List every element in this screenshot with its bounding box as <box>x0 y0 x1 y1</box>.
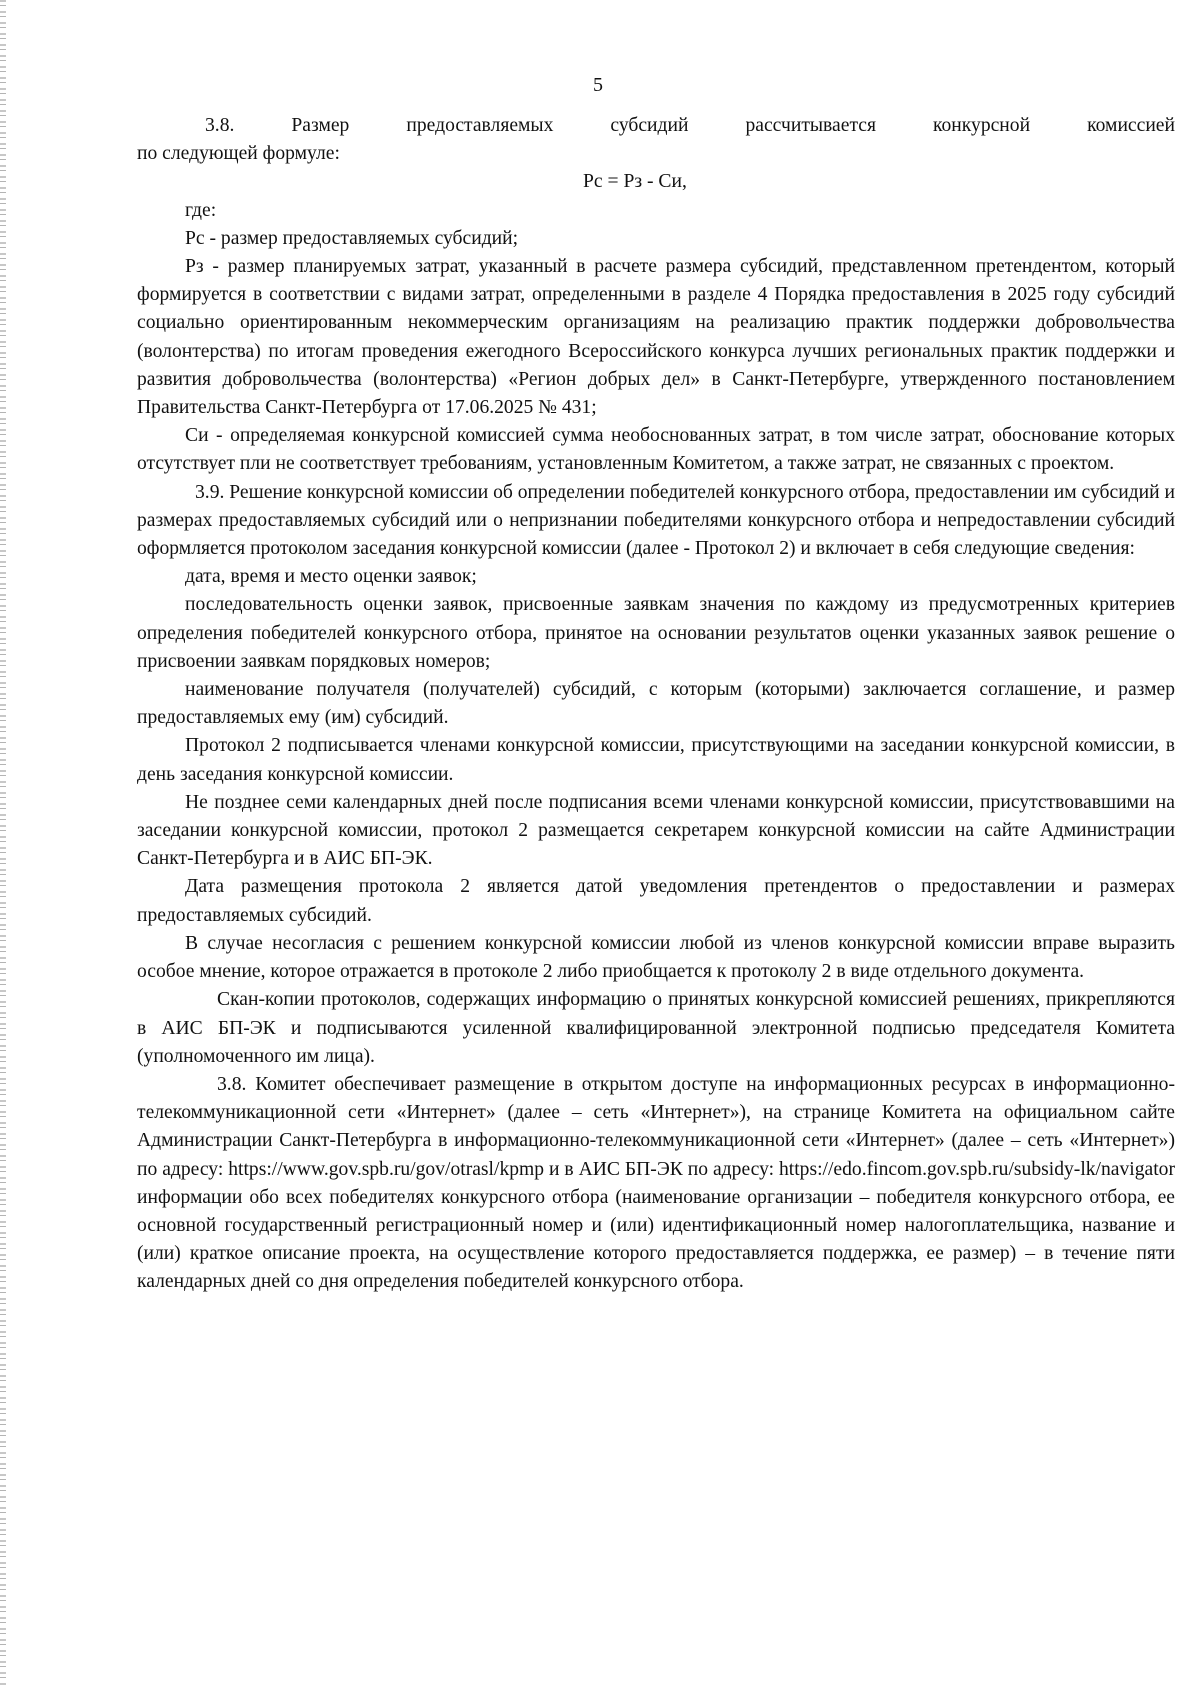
formula: Рс = Рз - Си, <box>583 171 687 193</box>
where-label: где: <box>185 199 217 221</box>
list-item-sequence: последовательность оценки заявок, присвоенные заявкам значения по каждому из предусмотренных критериев определения победителей конкурсного отбора, принятое на основании результатов оценки указанных заявок решение о присвоении заявкам порядковых номеров; <box>137 594 1175 672</box>
list-item-recipient: наименование получателя (получателей) субсидий, с которым (которыми) заключается соглашение, и размер предоставляемых ему (им) субсидий. <box>137 679 1175 729</box>
rc-definition: Рс - размер предоставляемых субсидий; <box>185 227 519 249</box>
scan-copies: Скан-копии протоколов, содержащих информацию о принятых конкурсной комиссией решениях, прикрепляются в АИС БП-ЭК и подписываются усиленной квалифицированной электронной подписью председателя Комитета (уполномоченного им лица). <box>137 989 1175 1067</box>
scan-edge-artifact <box>0 0 6 1685</box>
si-definition: Си - определяемая конкурсной комиссией сумма необоснованных затрат, в том числе затрат, обоснование которых отсутствует пли не соответствует требованиям, установленным Комитетом, а также затрат, не связанных с проектом. <box>137 425 1175 475</box>
paragraph-3-8-publication: 3.8. Комитет обеспечивает размещение в открытом доступе на информационных ресурсах в информационно-телекоммуникационной сети «Интернет» (далее – сеть «Интернет»), на странице Комитета на официальном сайте Администрации Санкт-Петербурга в информационно-телекоммуникационной сети «Интернет» (далее – сеть «Интернет») по адресу: https://www.gov.spb.ru/gov/otrasl/kpmp и в АИС БП-ЭК по адресу: https://edo.fincom.gov.spb.ru/subsidy-lk/navigator информации обо всех победителях конкурсного отбора (наименование организации – победителя конкурсного отбора, ее основной государственный регистрационный номер и (или) идентификационный номер налогоплательщика, название и (или) краткое описание проекта, на осуществление которого предоставляется поддержка, ее размер) – в течение пяти календарных дней со дня определения победителей конкурсного отбора. <box>137 1073 1175 1293</box>
paragraph-3-8-line2: по следующей формуле: <box>137 143 340 165</box>
rz-definition: Рз - размер планируемых затрат, указанный в расчете размера субсидий, представленном претендентом, который формируется в соответствии с видами затрат, определенными в разделе 4 Порядка предоставления в 2025 году субсидий социально ориентированным некоммерческим организациям на реализацию практик поддержки добровольчества (волонтерства) по итогам проведения ежегодного Всероссийского конкурса лучших региональных практик поддержки и развития добровольчества (волонтерства) «Регион добрых дел» в Санкт-Петербурге, утвержденного постановлением Правительства Санкт-Петербурга от 17.06.2025 № 431; <box>137 256 1175 419</box>
protocol-signing: Протокол 2 подписывается членами конкурсной комиссии, присутствующими на заседании конкурсной комиссии, в день заседания конкурсной комиссии. <box>137 735 1175 785</box>
publish-date: Дата размещения протокола 2 является датой уведомления претендентов о предоставлении и размерах предоставляемых субсидий. <box>137 876 1175 926</box>
document-body <box>137 112 1175 1297</box>
disagreement: В случае несогласия с решением конкурсной комиссии любой из членов конкурсной комиссии вправе выразить особое мнение, которое отражается в протоколе 2 либо приобщается к протоколу 2 в виде отдельного документа. <box>137 932 1175 983</box>
paragraph-3-9: 3.9. Решение конкурсной комиссии об определении победителей конкурсного отбора, предоставлении им субсидий и размерах предоставляемых субсидий или о непризнании победителями конкурсного отбора и непредоставлении субсидий оформляется протоколом заседания конкурсной комиссии (далее - Протокол 2) и включает в себя следующие сведения: <box>137 481 1176 560</box>
list-item-date: дата, время и место оценки заявок; <box>185 566 477 588</box>
paragraph-3-8-line1: 3.8. Размер предоставляемых субсидий рассчитывается конкурсной комиссией <box>205 115 1175 136</box>
page-number: 5 <box>593 74 603 96</box>
protocol-publishing: Не позднее семи календарных дней после подписания всеми членами конкурсной комиссии, присутствовавшими на заседании конкурсной комиссии, протокол 2 размещается секретарем конкурсной комиссии на сайте Администрации Санкт-Петербурга и в АИС БП-ЭК. <box>137 791 1175 870</box>
